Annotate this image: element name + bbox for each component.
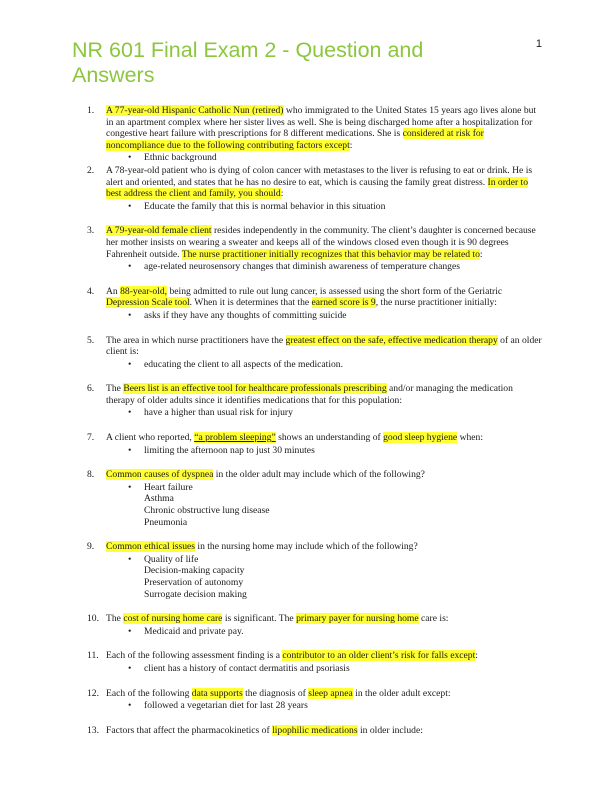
- question-number: 12.: [87, 687, 99, 699]
- answer-item: Preservation of autonomy: [144, 577, 244, 588]
- answer-list: [106, 359, 544, 371]
- answer-list: [106, 407, 544, 419]
- question-text: An 88-year-old, being admitted to rule out lung cancer, is assessed using the short form of the Geriatric Depression Scale tool. When it is determines that the earned score is 9, the nurse practitioner initially:: [106, 285, 503, 309]
- question-text: A 79-year-old female client resides independently in the community. The client’s daughter is concerned because her mother insists on wearing a sweater and keeps all of the windows closed even though it is 90 degrees Fahrenheit outside. The nurse practitioner initially recognizes that this behavior may be related to:: [106, 225, 536, 260]
- answer-item: • Heart failure: [106, 482, 544, 494]
- question-number: 3.: [87, 225, 95, 237]
- question-number: 8.: [87, 469, 95, 481]
- question-text: A client who reported, “a problem sleeping” shows an understanding of good sleep hygiene when:: [106, 432, 484, 444]
- question-10: [82, 613, 544, 637]
- question-number: 4.: [87, 285, 95, 297]
- question-number: 1.: [87, 105, 95, 116]
- question-number: 2.: [87, 164, 95, 176]
- question-9: [82, 541, 544, 600]
- question-1: [82, 105, 544, 164]
- answer-item: Asthma: [144, 493, 174, 505]
- answer-list: [106, 482, 544, 528]
- answer-item: • educating the client to all aspects of the medication.: [106, 359, 544, 371]
- question-11: [82, 650, 544, 674]
- answer-item: • Medicaid and private pay.: [106, 626, 544, 638]
- question-2: [82, 165, 544, 212]
- answer-item: • asks if they have any thoughts of committing suicide: [106, 310, 544, 322]
- question-3: [82, 225, 544, 272]
- question-8: [82, 469, 544, 528]
- answer-item: Surrogate decision making: [144, 588, 247, 600]
- answer-list: [106, 310, 544, 322]
- question-text: Each of the following assessment finding is a contributor to an older client’s risk for falls except:: [106, 650, 478, 662]
- answer-list: [106, 445, 544, 457]
- question-text: Factors that affect the pharmacokinetics of lipophilic medications in older include:: [106, 724, 423, 736]
- question-12: [82, 688, 544, 712]
- question-number: 13.: [87, 724, 99, 736]
- answer-item: Chronic obstructive lung disease: [144, 505, 270, 517]
- answer-item: • limiting the afternoon nap to just 30 minutes: [106, 445, 544, 457]
- question-text: The cost of nursing home care is significant. The primary payer for nursing home care is:: [106, 613, 449, 625]
- answer-item: • Quality of life: [106, 554, 544, 566]
- question-number: 11.: [87, 650, 99, 662]
- question-number: 9.: [87, 541, 95, 553]
- page-title: NR 601 Final Exam 2 - Question and Answers: [72, 38, 424, 87]
- answer-list: [106, 201, 544, 213]
- answer-item: Decision-making capacity: [144, 565, 245, 577]
- question-list: [82, 105, 544, 736]
- question-4: [82, 286, 544, 322]
- answer-item: • have a higher than usual risk for injury: [106, 407, 544, 419]
- answer-list: [106, 152, 544, 164]
- answer-list: [106, 663, 544, 675]
- question-text: Common ethical issues in the nursing home may include which of the following?: [106, 541, 418, 553]
- question-6: [82, 383, 544, 419]
- question-text: A 78-year-old patient who is dying of colon cancer with metastases to the liver is refusing to eat or drink. He is alert and oriented, and states that he has no desire to eat, which is causing the family great distress. In order to best address the client and family, you should:: [106, 164, 533, 200]
- question-number: 7.: [87, 432, 95, 444]
- question-text: A 77-year-old Hispanic Catholic Nun (retired) who immigrated to the United States 15 years ago lives alone but in an apartment complex where her sister lives as well. She is being discharged home after a hospitalization for congestive heart failure with prescriptions for 8 different medications. She is considered at risk for noncompliance due to the following contributing factors except:: [106, 105, 537, 151]
- question-text: Each of the following data supports the diagnosis of sleep apnea in the older adult except:: [106, 687, 451, 699]
- answer-list: [106, 700, 544, 712]
- answer-item: Pneumonia: [144, 516, 188, 528]
- question-5: [82, 335, 544, 371]
- question-text: The area in which nurse practitioners have the greatest effect on the safe, effective medication therapy of an older client is:: [106, 334, 542, 358]
- answer-item: • client has a history of contact dermatitis and psoriasis: [106, 663, 544, 675]
- page-number: 1: [535, 38, 542, 50]
- answer-item: • Educate the family that this is normal behavior in this situation: [106, 201, 544, 213]
- answer-list: [106, 554, 544, 600]
- answer-item: • age-related neurosensory changes that diminish awareness of temperature changes: [106, 261, 544, 273]
- answer-item: • followed a vegetarian diet for last 28 years: [106, 700, 544, 712]
- question-number: 10.: [87, 613, 99, 625]
- question-13: [82, 725, 544, 737]
- question-text: The Beers list is an effective tool for healthcare professionals prescribing and/or managing the medication therapy of older adults since it identifies medications that for this population:: [106, 383, 513, 406]
- answer-list: [106, 626, 544, 638]
- question-7: [82, 432, 544, 456]
- question-number: 5.: [87, 334, 95, 346]
- answer-list: [106, 261, 544, 273]
- question-number: 6.: [87, 383, 95, 395]
- answer-item: • Ethnic background: [106, 152, 544, 164]
- question-text: Common causes of dyspnea in the older adult may include which of the following?: [106, 469, 425, 481]
